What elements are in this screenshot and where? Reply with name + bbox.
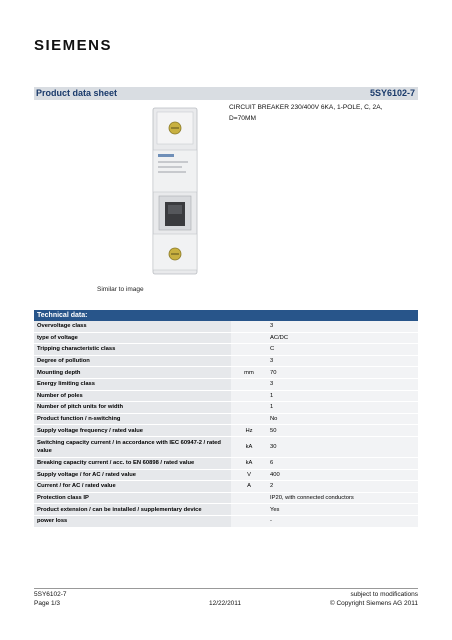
row-unit: A — [231, 481, 267, 493]
row-value: 3 — [267, 378, 418, 390]
table-row — [34, 504, 418, 516]
product-code: 5SY6102-7 — [369, 88, 415, 98]
row-label: Current / for AC / rated value — [34, 481, 231, 493]
row-unit: kA — [231, 436, 267, 457]
row-unit — [231, 344, 267, 356]
page-title: Product data sheet — [36, 88, 118, 98]
row-label: Tripping characteristic class — [34, 344, 231, 356]
footer-note: subject to modifications — [350, 591, 418, 598]
row-label: Energy limiting class — [34, 378, 231, 390]
row-unit — [231, 504, 267, 516]
row-unit — [231, 515, 267, 527]
row-value: 6 — [267, 457, 418, 469]
row-label: Switching capacity current / in accordance with IEC 60947-2 / rated value — [34, 436, 231, 457]
table-row — [34, 436, 418, 457]
row-value: 3 — [267, 355, 418, 367]
product-description: CIRCUIT BREAKER 230/400V 6KA, 1-POLE, C, 2A, D=70MM — [229, 104, 383, 122]
row-value: AC/DC — [267, 332, 418, 344]
row-unit — [231, 390, 267, 402]
row-unit — [231, 492, 267, 504]
row-value: 2 — [267, 481, 418, 493]
row-unit — [231, 413, 267, 425]
row-value: 50 — [267, 425, 418, 437]
row-label: Degree of pollution — [34, 355, 231, 367]
footer-divider — [34, 588, 418, 589]
row-label: Product function / n-switching — [34, 413, 231, 425]
row-label: power loss — [34, 515, 231, 527]
row-value: 3 — [267, 321, 418, 332]
circuit-breaker-image — [145, 106, 205, 276]
row-value: - — [267, 515, 418, 527]
row-value: C — [267, 344, 418, 356]
table-row — [34, 378, 418, 390]
row-value: No — [267, 413, 418, 425]
row-label: Number of pitch units for width — [34, 402, 231, 414]
row-value: 30 — [267, 436, 418, 457]
row-label: type of voltage — [34, 332, 231, 344]
siemens-logo: SIEMENS — [34, 37, 113, 54]
row-label: Mounting depth — [34, 367, 231, 379]
row-unit: mm — [231, 367, 267, 379]
table-row — [34, 390, 418, 402]
table-row — [34, 344, 418, 356]
row-label: Breaking capacity current / acc. to EN 60898 / rated value — [34, 457, 231, 469]
row-value: 70 — [267, 367, 418, 379]
row-label: Number of poles — [34, 390, 231, 402]
row-value: 400 — [267, 469, 418, 481]
row-value: IP20, with connected conductors — [267, 492, 418, 504]
table-row — [34, 492, 418, 504]
table-row — [34, 367, 418, 379]
table-row — [34, 355, 418, 367]
table-row — [34, 425, 418, 437]
table-row — [34, 515, 418, 527]
technical-data-heading: Technical data: — [37, 312, 88, 319]
row-label: Overvoltage class — [34, 321, 231, 332]
table-row — [34, 457, 418, 469]
row-label: Supply voltage frequency / rated value — [34, 425, 231, 437]
table-row — [34, 481, 418, 493]
table-row — [34, 402, 418, 414]
row-unit: kA — [231, 457, 267, 469]
row-value: 1 — [267, 390, 418, 402]
row-label: Protection class IP — [34, 492, 231, 504]
row-unit — [231, 355, 267, 367]
footer-page-number: Page 1/3 — [34, 600, 61, 607]
table-row — [34, 332, 418, 344]
footer-date: 12/22/2011 — [209, 600, 242, 607]
image-caption: Similar to image — [97, 286, 144, 293]
table-row — [34, 413, 418, 425]
row-value: Yes — [267, 504, 418, 516]
row-unit: V — [231, 469, 267, 481]
technical-data-header — [34, 310, 418, 321]
table-row — [34, 469, 418, 481]
row-unit — [231, 378, 267, 390]
row-label: Product extension / can be installed / supplementary device — [34, 504, 231, 516]
row-value: 1 — [267, 402, 418, 414]
row-unit — [231, 321, 267, 332]
footer-copyright: © Copyright Siemens AG 2011 — [329, 600, 418, 607]
row-unit — [231, 402, 267, 414]
table-row — [34, 321, 418, 332]
row-label: Supply voltage / for AC / rated value — [34, 469, 231, 481]
row-unit — [231, 332, 267, 344]
technical-data-table — [34, 321, 418, 528]
footer-product-code: 5SY6102-7 — [34, 591, 67, 598]
row-unit: Hz — [231, 425, 267, 437]
title-bar — [34, 87, 418, 100]
